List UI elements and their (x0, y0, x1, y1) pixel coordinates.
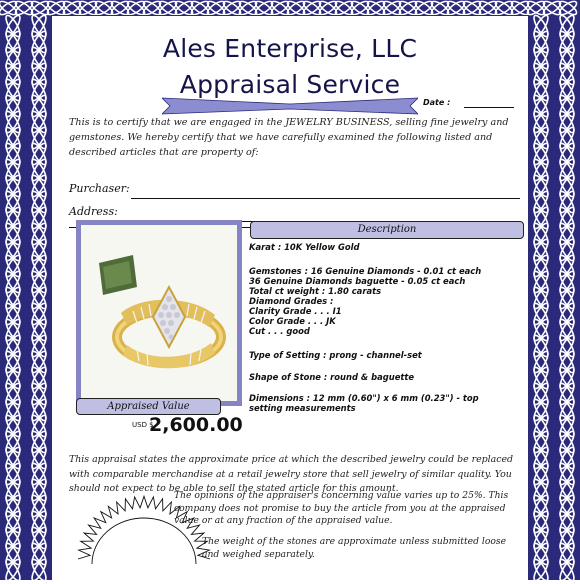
currency-label: USD $ (132, 421, 154, 429)
approximate-price-note: This appraisal states the approximate price at which the described jewelry could be replaced with comparable merchandise at a retail jewelry store that sell jewelry of similar quality. You should not expect to be able to sell the stated article for this amount. (69, 454, 514, 494)
address-label: Address: (69, 205, 118, 218)
date-label: Date : (423, 98, 451, 107)
description-header: Description (250, 221, 524, 239)
purchaser-field[interactable] (131, 198, 520, 199)
certificate-paper (52, 16, 528, 580)
dimensions-text: Dimensions : 12 mm (0.60") x 6 mm (0.23") - top (249, 393, 479, 403)
gem-line: Color Grade . . . JK (249, 316, 336, 326)
gem-line: Diamond Grades : (249, 296, 334, 306)
weight-note: The weight of the stones are approximate unless submitted loose and weighed separately. (202, 536, 507, 560)
purchaser-label: Purchaser: (69, 182, 130, 195)
dimensions-line (249, 393, 479, 413)
ribbon-banner (162, 96, 418, 116)
dimensions-text-2: setting measurements (249, 403, 356, 413)
gem-line: Gemstones : 16 Genuine Diamonds - 0.01 ct each (249, 266, 482, 276)
gem-line: Cut . . . good (249, 326, 310, 336)
ring-image (81, 225, 237, 401)
gem-line: Total ct weight : 1.80 carats (249, 286, 382, 296)
gemstone-details (249, 266, 481, 336)
shape-line: Shape of Stone : round & baguette (249, 372, 415, 382)
service-title: Appraisal Service (179, 70, 401, 99)
gem-line: Clarity Grade . . . I1 (249, 306, 342, 316)
certification-text: This is to certify that we are engaged in the JEWELRY BUSINESS, selling fine jewelry and gemstones. We hereby certify that we have carefully examined the following listed and described articles that are property of: (69, 117, 509, 158)
karat-line: Karat : 10K Yellow Gold (249, 242, 360, 252)
setting-line: Type of Setting : prong - channel-set (249, 350, 422, 360)
appraised-amount: 2,600.00 (149, 414, 243, 436)
ring-photo (76, 220, 242, 406)
company-title: Ales Enterprise, LLC (162, 34, 418, 63)
appraised-value-label: Appraised Value (76, 398, 221, 415)
date-field[interactable] (464, 107, 514, 108)
opinion-note: The opinions of the appraiser's concerning value varies up to 25%. This company does not promise to buy the article from you at the appraised value or at any fraction of the appraised value. (174, 490, 509, 526)
gem-line: 36 Genuine Diamonds baguette - 0.05 ct each (249, 276, 466, 286)
